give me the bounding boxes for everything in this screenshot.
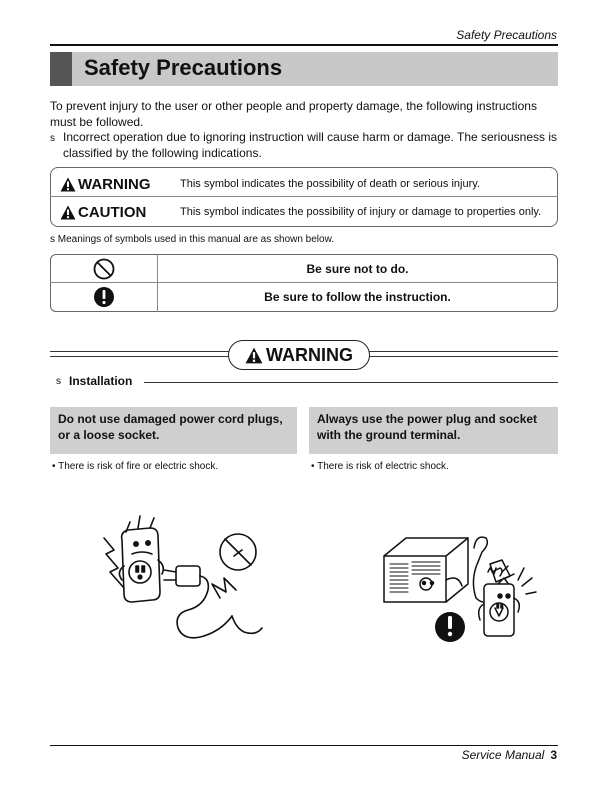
intro-section (50, 99, 558, 161)
meanings-row-1-text: Be sure not to do. (306, 262, 409, 276)
warning-heading-pill (228, 340, 370, 370)
footer (462, 748, 557, 762)
mandatory-icon (93, 286, 115, 308)
item-1-note: • There is risk of fire or electric shock. (52, 461, 219, 472)
warning-rule-right-top (366, 351, 558, 352)
title-accent-block (50, 52, 72, 86)
warning-rule-left-bottom (50, 356, 230, 357)
warning-rule-right-bottom (366, 356, 558, 357)
warning-rule-left-top (50, 351, 230, 352)
footer-label: Service Manual (461, 748, 545, 762)
bullet-marker: s (50, 133, 55, 144)
item-1-heading-box: Do not use damaged power cord plugs, or a loose socket. (50, 407, 297, 454)
symbol-legend-divider (50, 196, 558, 197)
warning-description: This symbol indicates the possibility of death or serious injury. (180, 178, 480, 190)
bullet-marker: s (50, 234, 55, 245)
intro-bullet (50, 130, 558, 161)
caution-label: CAUTION (78, 203, 147, 221)
damaged-plug-illustration (92, 510, 282, 650)
footer-rule (50, 745, 558, 746)
meanings-row-2-text: Be sure to follow the instruction. (264, 290, 451, 304)
grounded-plug-illustration (378, 528, 548, 654)
page-number: 3 (550, 748, 557, 762)
warning-triangle-icon (245, 347, 263, 364)
item-2-note: • There is risk of electric shock. (311, 461, 449, 472)
warning-heading-text: WARNING (266, 344, 353, 365)
caution-symbol-row (60, 201, 541, 223)
prohibited-icon (93, 258, 115, 280)
meanings-intro (50, 234, 334, 245)
running-header: Safety Precautions (456, 28, 557, 42)
header-rule (50, 44, 558, 46)
caution-description: This symbol indicates the possibility of injury or damage to properties only. (180, 206, 542, 218)
intro-text: To prevent injury to the user or other people and property damage, the following instructions must be followed. (50, 99, 537, 129)
warning-symbol-row (60, 173, 480, 195)
meanings-text: Meanings of symbols used in this manual are as shown below. (57, 234, 335, 245)
meanings-row-2-icon-cell (50, 283, 157, 311)
installation-heading: Installation (69, 374, 133, 388)
meanings-row-1-icon-cell (50, 255, 157, 283)
item-2-heading-box: Always use the power plug and socket with the ground terminal. (309, 407, 558, 454)
page-title: Safety Precautions (84, 55, 283, 80)
warning-label: WARNING (78, 175, 151, 193)
installation-bullet: s (56, 376, 61, 387)
warning-triangle-icon (60, 177, 76, 192)
installation-rule (144, 382, 558, 383)
caution-triangle-icon (60, 205, 76, 220)
intro-bullet-text: Incorrect operation due to ignoring instruction will cause harm or damage. The seriousness is classified by the following indications. (63, 130, 558, 160)
